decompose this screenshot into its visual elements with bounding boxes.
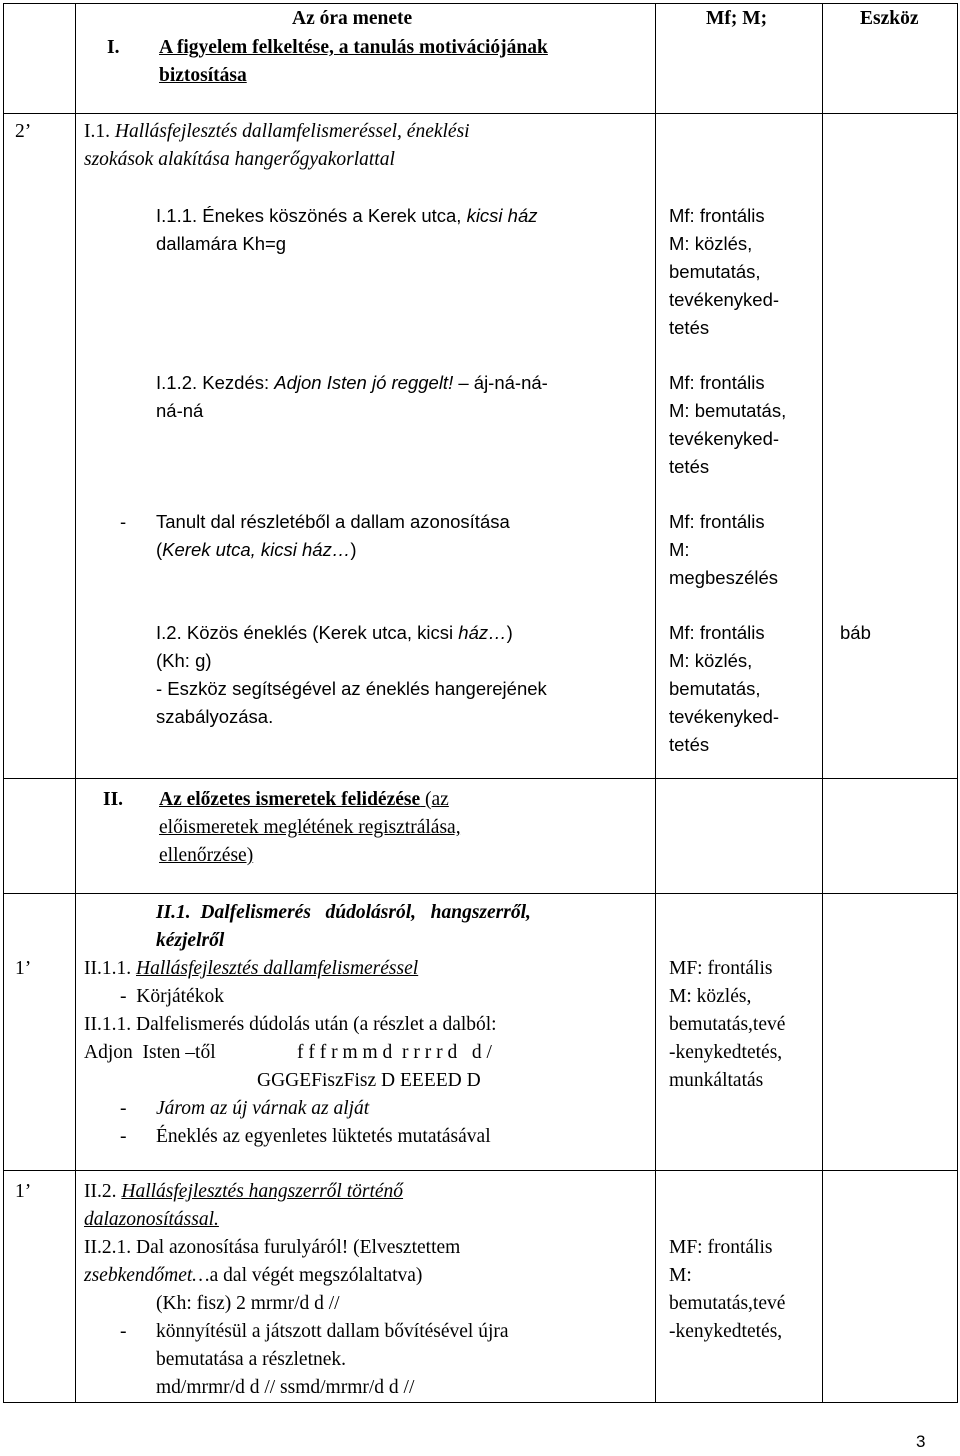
row211-method-4: -kenykedtetés, <box>669 1042 783 1063</box>
row211-method-2: M: közlés, <box>669 986 752 1007</box>
item111-line2: dallamára Kh=g <box>156 233 287 254</box>
row211-line5: GGGEFiszFisz D EEEED D <box>257 1070 481 1091</box>
item12-line1: I.2. Közös éneklés (Kerek utca, kicsi ház…) <box>156 622 513 643</box>
table-right-border <box>957 3 958 1403</box>
item-dash-method-1: Mf: frontális <box>669 511 765 532</box>
item12-method-1: Mf: frontális <box>669 622 765 643</box>
row211-line6-dash: - <box>120 1098 127 1119</box>
row22-method-4: -kenykedtetés, <box>669 1321 783 1342</box>
row211-line1: II.1.1. Hallásfejlesztés dallamfelismeréssel <box>84 958 419 979</box>
item-dash-line2: (Kerek utca, kicsi ház…) <box>156 539 357 560</box>
header-lesson-column: Az óra menete <box>292 8 413 29</box>
row2-title-line2: szokások alakítása hangerőgyakorlattal <box>84 149 395 170</box>
item-dash-method-2: M: <box>669 539 690 560</box>
row211-line3: II.1.1. Dalfelismerés dúdolás után (a részlet a dalból: <box>84 1014 497 1035</box>
row2-prefix: I.1. <box>84 121 110 142</box>
item12-line4: szabályozása. <box>156 706 274 727</box>
section1-number: I. <box>107 37 120 58</box>
item12-line2: (Kh: g) <box>156 650 212 671</box>
row22-line5: (Kh: fisz) 2 mrmr/d d // <box>156 1293 340 1314</box>
item112-method-4: tetés <box>669 456 710 477</box>
item21-line2: kézjelről <box>156 930 225 951</box>
item12-method-3: bemutatás, <box>669 678 761 699</box>
section1-title-line2: biztosítása <box>159 65 247 86</box>
section2-title-line1: Az előzetes ismeretek felidézése (az <box>159 789 449 810</box>
item111-method-1: Mf: frontális <box>669 205 765 226</box>
item-dash-method-3: megbeszélés <box>669 567 779 588</box>
row211-method-1: MF: frontális <box>669 958 773 979</box>
item-dash-bullet: - <box>120 511 127 532</box>
row22-line7: bemutatása a részletnek. <box>156 1349 347 1370</box>
row211-line4a: Adjon Isten –től <box>84 1042 216 1063</box>
item112-line2: ná-ná <box>156 400 204 421</box>
item12-tool: báb <box>840 622 871 643</box>
time-column-divider <box>75 3 76 1403</box>
item112-method-3: tevékenyked- <box>669 428 780 449</box>
item111-method-3: bemutatás, <box>669 261 761 282</box>
item112-line1: I.1.2. Kezdés: Adjon Isten jó reggelt! – áj-ná-ná- <box>156 372 548 393</box>
section2-title-line3: ellenőrzése) <box>159 845 254 866</box>
row22-line4: zsebkendőmet…a dal végét megszólaltatva) <box>84 1265 423 1286</box>
header-method-column: Mf; M; <box>706 8 768 29</box>
row22-line2: dalazonosítással. <box>84 1209 219 1230</box>
item12-line3: - Eszköz segítségével az éneklés hangerejének <box>156 678 547 699</box>
row2-bottom-border <box>3 778 958 779</box>
header-tool-column: Eszköz <box>860 8 919 29</box>
section1-title-line1: A figyelem felkeltése, a tanulás motivációjának <box>159 37 548 58</box>
section2-number: II. <box>103 789 124 810</box>
item112-method-2: M: bemutatás, <box>669 400 787 421</box>
row22-line3: II.2.1. Dal azonosítása furulyáról! (Elvesztettem <box>84 1237 461 1258</box>
row211-bottom-border <box>3 1170 958 1171</box>
row211-line6: Járom az új várnak az alját <box>156 1098 370 1119</box>
row2-title: Hallásfejlesztés dallamfelismeréssel, éneklési <box>114 121 470 142</box>
item12-method-5: tetés <box>669 734 710 755</box>
row22-line6-dash: - <box>120 1321 127 1342</box>
row22-line8: md/mrmr/d d // ssmd/mrmr/d d // <box>156 1377 415 1398</box>
row211-line4b: f f f r m m d r r r r d d / <box>297 1042 492 1063</box>
row211-line2: - Körjátékok <box>120 986 224 1007</box>
row22-method-3: bemutatás,tevé <box>669 1293 786 1314</box>
row22-method-2: M: <box>669 1265 692 1286</box>
item12-method-2: M: közlés, <box>669 650 753 671</box>
table-left-border <box>3 3 4 1403</box>
item111-method-2: M: közlés, <box>669 233 753 254</box>
section2-title-line2: előismeretek meglétének regisztrálása, <box>159 817 461 838</box>
row22-line1: II.2. Hallásfejlesztés hangszerről történő <box>84 1181 404 1202</box>
section1-bottom-border <box>3 113 958 114</box>
row211-line7-dash: - <box>120 1126 127 1147</box>
row211-method-5: munkáltatás <box>669 1070 764 1091</box>
row22-line6: könnyítésül a játszott dallam bővítésével újra <box>156 1321 509 1342</box>
section2-bottom-border <box>3 893 958 894</box>
method-column-divider <box>655 3 656 1403</box>
table-top-border <box>3 3 958 4</box>
row22-method-1: MF: frontális <box>669 1237 773 1258</box>
item111-line1: I.1.1. Énekes köszönés a Kerek utca, kicsi ház <box>156 205 538 226</box>
tool-column-divider <box>822 3 823 1403</box>
item112-method-1: Mf: frontális <box>669 372 765 393</box>
item21-line1: II.1. Dalfelismerés dúdolásról, hangszerről, <box>156 902 531 923</box>
table-bottom-border <box>3 1402 958 1403</box>
item111-method-5: tetés <box>669 317 710 338</box>
row22-time: 1’ <box>15 1181 32 1202</box>
row211-time: 1’ <box>15 958 32 979</box>
page-number: 3 <box>916 1432 926 1451</box>
row211-method-3: bemutatás,tevé <box>669 1014 786 1035</box>
row2-time: 2’ <box>15 121 32 142</box>
row211-line7: Éneklés az egyenletes lüktetés mutatásával <box>156 1126 491 1147</box>
item111-method-4: tevékenyked- <box>669 289 780 310</box>
item-dash-line1: Tanult dal részletéből a dallam azonosítása <box>156 511 510 532</box>
item12-method-4: tevékenyked- <box>669 706 780 727</box>
row2-title-line1 <box>84 118 470 146</box>
